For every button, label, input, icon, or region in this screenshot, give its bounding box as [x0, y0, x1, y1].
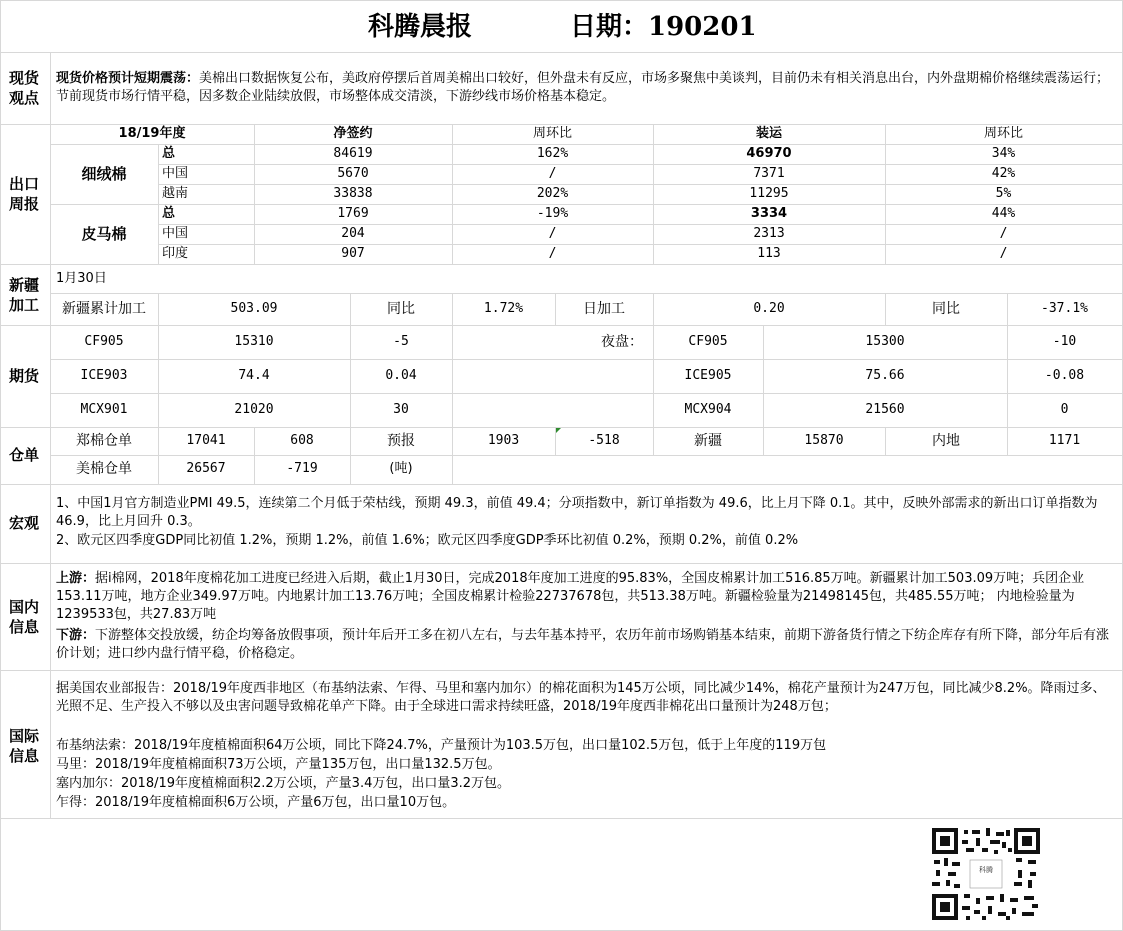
warrant-unit: (吨)	[389, 461, 413, 476]
xinjiang-cum-label: 新疆累计加工	[62, 301, 146, 317]
report-title: 科腾晨报	[368, 12, 473, 42]
row-label: 越南	[162, 186, 189, 201]
intl-line-2: 布基纳法索：2018/19年度植棉面积64万公顷，同比下降24.7%，产量预计为103.5万包，出口量102.5万包，低于上年度的119万包	[56, 738, 827, 753]
xinjiang-daily-label: 日加工	[583, 301, 625, 317]
export-header-wow1: 周环比	[532, 126, 572, 141]
domestic-upstream	[56, 570, 1118, 624]
section-label-macro: 宏观	[8, 514, 39, 532]
zhengzhou-warrant-change: 608	[290, 433, 314, 448]
wow2-value: /	[999, 246, 1008, 261]
domestic-downstream	[56, 627, 1118, 663]
export-header-net: 净签约	[333, 126, 373, 141]
section-label-domestic: 国内信息	[8, 598, 39, 636]
forecast-value: 1903	[487, 433, 520, 448]
contract-change: -5	[393, 334, 409, 349]
downstream-lead: 下游：	[56, 628, 96, 643]
shipped-value: 46970	[746, 146, 792, 161]
shipped-value: 113	[757, 246, 781, 261]
forecast-label: 预报	[387, 433, 415, 449]
section-label-export: 出口周报	[8, 175, 39, 213]
upstream-lead: 上游：	[56, 571, 96, 586]
wow1-value: -19%	[536, 206, 569, 221]
contract-price: 21020	[234, 402, 274, 417]
contract-name: MCX904	[684, 402, 732, 417]
net-signed-value: 84619	[333, 146, 373, 161]
inland-warrant-value: 1171	[1048, 433, 1081, 448]
macro-line-2: 2、欧元区四季度GDP同比初值 1.2%，预期 1.2%，前值 1.6%；欧元区四季度GDP季环比初值 0.2%，预期 0.2%，前值 0.2%	[56, 533, 799, 548]
xinjiang-yoy2-label: 同比	[932, 301, 960, 317]
intl-line-4: 塞内加尔：2018/19年度植棉面积2.2万公顷，产量3.4万包，出口量3.2万包。	[56, 776, 511, 791]
wow2-value: 5%	[995, 186, 1012, 201]
wow1-value: 162%	[536, 146, 569, 161]
upstream-text: 据i棉网，2018年度棉花加工进度已经进入后期，截止1月30日，完成2018年度加工进度的95.83%，全国皮棉累计加工516.85万吨。新疆累计加工503.09万吨；兵团企业153.11万吨，地方企业349.97万吨。内地累计加工13.76万吨；全国皮棉累计检验22737678包，共513.38万吨。新疆检验量为21498145包，共485.55万吨； 内地检验量为1239533包，共27.83万吨	[56, 571, 1085, 622]
net-signed-value: 204	[341, 226, 365, 241]
contract-change: 0.04	[385, 368, 417, 383]
spot-view-text	[56, 70, 1116, 106]
contract-change: 30	[393, 402, 409, 417]
contract-name: ICE905	[684, 368, 732, 383]
xinjiang-cum-value: 503.09	[230, 301, 278, 316]
downstream-text: 下游整体交投放缓，纺企均筹备放假事项，预计年后开工多在初八左右，与去年基本持平，农历年前市场购销基本结束，前期下游备货行情之下纺企库存有所下降，部分年后有涨价计划；进口纱内盘行情平稳，价格稳定。	[56, 628, 1110, 661]
macro-line-1: 1、中国1月官方制造业PMI 49.5，连续第二个月低于荣枯线，预期 49.3，前值 49.4；分项指数中，新订单指数为 49.6，比上月下降 0.1。其中，反映外部需求的新出口订单指数为 46.9，比上月回升 0.3。	[56, 496, 1098, 529]
row-label: 总	[162, 206, 176, 221]
shipped-value: 3334	[750, 206, 788, 221]
contract-change: -10	[1052, 334, 1077, 349]
xinjiang-yoy-label: 同比	[387, 301, 415, 317]
night-session-label: 夜盘：	[601, 334, 643, 350]
xinjiang-yoy2-value: -37.1%	[1041, 301, 1088, 316]
export-group-name: 细绒棉	[81, 165, 127, 183]
section-label-xinjiang: 新疆加工	[8, 276, 39, 314]
spot-view-body: 美棉出口数据恢复公布，美政府停摆后首周美棉出口较好，但外盘未有反应，市场多聚焦中美谈判，目前仍未有相关消息出台，内外盘期棉价格继续震荡运行；节前现货市场行情平稳，因多数企业陆续放假，市场整体成交清淡，下游纱线市场价格基本稳定。	[56, 71, 1110, 104]
us-warrant-change: -719	[286, 461, 318, 476]
contract-name: CF905	[688, 334, 728, 349]
inland-warrant-label: 内地	[932, 433, 960, 449]
export-header-wow2: 周环比	[983, 126, 1023, 141]
row-label: 总	[162, 146, 176, 161]
us-warrant-label: 美棉仓单	[76, 461, 132, 477]
contract-price: 21560	[865, 402, 905, 417]
forecast-change: -518	[588, 433, 620, 448]
section-label-spot: 现货观点	[8, 69, 39, 107]
zhengzhou-warrant-value: 17041	[186, 433, 226, 448]
section-label-futures: 期货	[8, 367, 39, 385]
net-signed-value: 1769	[337, 206, 369, 221]
contract-price: 15300	[865, 334, 905, 349]
contract-price: 75.66	[865, 368, 905, 383]
wow1-value: /	[548, 246, 557, 261]
net-signed-value: 33838	[333, 186, 373, 201]
contract-price: 74.4	[238, 368, 270, 383]
xinjiang-date: 1月30日	[56, 271, 107, 286]
wow2-value: 44%	[991, 206, 1016, 221]
row-label: 中国	[162, 166, 189, 181]
shipped-value: 11295	[749, 186, 789, 201]
contract-name: ICE903	[80, 368, 128, 383]
wow2-value: 42%	[991, 166, 1016, 181]
net-signed-value: 5670	[337, 166, 369, 181]
xinjiang-yoy-value: 1.72%	[483, 301, 524, 316]
section-label-intl: 国际信息	[8, 727, 39, 765]
section-label-warrant: 仓单	[8, 446, 39, 464]
zhengzhou-warrant-label: 郑棉仓单	[76, 433, 132, 449]
us-warrant-value: 26567	[186, 461, 226, 476]
intl-line-3: 马里：2018/19年度植棉面积73万公顷，产量135万包，出口量132.5万包。	[56, 757, 501, 772]
contract-name: MCX901	[80, 402, 128, 417]
intl-line-5: 乍得：2018/19年度植棉面积6万公顷，产量6万包，出口量10万包。	[56, 795, 456, 810]
contract-change: -0.08	[1044, 368, 1085, 383]
xinjiang-warrant-value: 15870	[804, 433, 844, 448]
export-header-season: 18/19年度	[118, 126, 186, 141]
shipped-value: 7371	[753, 166, 785, 181]
wow2-value: 34%	[991, 146, 1016, 161]
contract-price: 15310	[234, 334, 274, 349]
export-group-name: 皮马棉	[81, 225, 127, 243]
xinjiang-daily-value: 0.20	[753, 301, 785, 316]
wow1-value: /	[548, 166, 557, 181]
wow1-value: /	[548, 226, 557, 241]
wow1-value: 202%	[536, 186, 569, 201]
export-header-shipped: 装运	[755, 126, 782, 141]
spot-view-lead: 现货价格预计短期震荡：	[56, 71, 200, 86]
wow2-value: /	[999, 226, 1008, 241]
report-date: 日期：190201	[570, 12, 757, 42]
intl-line-1: 据美国农业部报告：2018/19年度西非地区（布基纳法索、乍得、马里和塞内加尔）的棉花面积为145万公顷，同比减少14%，棉花产量预计为247万包，同比减少8.2%。降雨过多、光照不足、生产投入不够以及虫害问题导致棉花单产下降。由于全球进口需求持续旺盛，2018/19年度西非棉花出口量预计为248万包；	[56, 681, 1106, 714]
contract-name: CF905	[84, 334, 124, 349]
qr-logo-caption: 科腾	[979, 866, 993, 874]
xinjiang-warrant-label: 新疆	[694, 433, 722, 449]
net-signed-value: 907	[341, 246, 365, 261]
row-label: 中国	[162, 226, 189, 241]
shipped-value: 2313	[753, 226, 785, 241]
contract-change: 0	[1060, 402, 1069, 417]
row-label: 印度	[162, 246, 189, 261]
